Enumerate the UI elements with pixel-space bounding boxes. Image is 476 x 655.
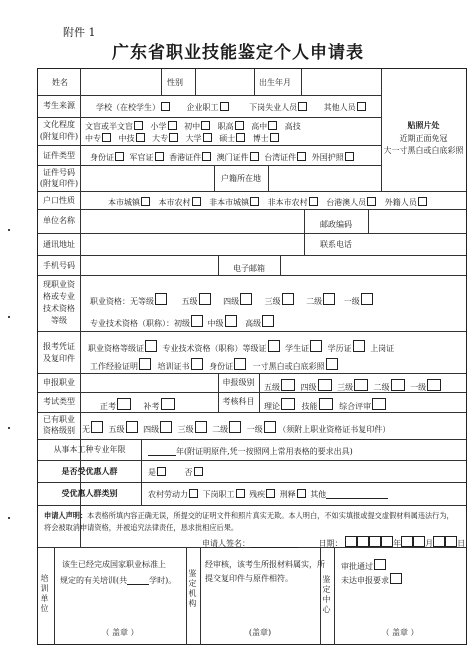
proof-options-row1: 职业资格等级证 专业技术资格（职称）等级证 学生证 学历证 上岗证 <box>88 340 394 353</box>
group-label: 受优惠人群类别 <box>61 488 118 498</box>
phone-label: 联系电话 <box>320 240 352 249</box>
hours-input[interactable] <box>127 575 149 585</box>
birth-label: 出生年月 <box>259 78 291 87</box>
exam-subject-options: 理论 技能 综合评审 <box>264 398 386 411</box>
exam-type-options: 正考 补考 <box>100 398 175 411</box>
photo-note: 大一寸黑白或白底彩照 <box>383 146 464 155</box>
margin-mark <box>8 427 10 429</box>
email-label: 电子邮箱 <box>233 264 265 273</box>
source-label: 考生来源 <box>43 101 75 110</box>
apply-level-label: 申报级别 <box>222 378 255 387</box>
checkbox[interactable] <box>298 102 307 111</box>
name-label: 姓名 <box>52 78 68 87</box>
postcode-label: 邮政编码 <box>320 220 352 229</box>
edu-options-row1: 文盲或半文盲 小学 初中 职高 高中 高技 <box>85 122 301 131</box>
institution-text2: 提交复印件与原件相符。 <box>205 574 293 583</box>
edu-options-row2: 中专 中技 大专 大学 硕士 博士 <box>85 133 279 143</box>
margin-mark <box>8 229 10 231</box>
edu-label: 文化程度 <box>43 120 75 129</box>
training-seal: （ 盖章 ） <box>101 628 139 637</box>
gender-label: 性别 <box>167 78 183 87</box>
exam-type-label: 考试类型 <box>43 397 75 406</box>
years-label: 从事本工种专业年限 <box>53 445 126 454</box>
checkbox[interactable] <box>357 102 366 111</box>
proof-label: 报考凭证 <box>43 342 75 351</box>
group-options: 农村劳动力 下岗职工 残疾 刑释 其他 <box>148 489 388 499</box>
photo-title: 贴照片处 <box>407 120 440 130</box>
application-form: 姓名 性别 出生年月 贴照片处 近期正面免冠 大一寸黑白或白底彩照 考生来源 学校（在校学生） 企业职工 下岗失业人员 其他人员 文化程度 (附复印件) 文盲或半文盲 小学 初中 职高 高中 高技 中专 中技 大专 大学 硕士 博士 证件类型 身份证 军官证 香港证件 澳门证件 台湾证件 外国护照 证件号码 (附复印件) 户籍所在地 户口性质 本市城镇 本市农村 非本市城镇 非本市农村 台港澳人员 外籍人员 单位名称 邮政编码 通讯地址 联系电话 手机号码 电子邮箱 现职业资 格或专业 技术资格 等级 职业资格：无等级 五级 四级 三级 二级 一级 专业技术资格（职称）：初级 中级 高级 报考凭证 及复印件 职业资格等级证 专业技术资格（职称）等级证 学生证 学历证 上岗证 工作经验证明 培训证书 身份证 一寸黑白或白底彩照 申报职业 申报级别 五级 四级 三级 二级 一级 考试类型 正考 补考 考核科目 理论 技能 综合评审 已有职业 资格级别 无 五级 四级 三级 二级 一级 （须附上职业资格证书复印件） 从事本工种专业年限 年(附证明原件,凭一按照网上常用表格的要求出具) 是否受优惠人群 是 否 受优惠人群类别 农村劳动力 下岗职工 残疾 刑释 其他 申请人声明：本表格所填内容正确无误，所提交的证明文件和照片真实无欺。本人明白，不如实填报或提交虚假材料属违法行为， 将会被取消申请资格，并被追究法律责任，恳求批相应后果。 申请人签名： 日期： 年 月 日 培训单位 该生已经完成国家职业标准上 规定的有关培训(共 学时)。 （ 盖章 ） 鉴定机构 经审核，该考生所报材料属实，所 提交复印件与原件相符。 (盖章) 鉴定中心 审批通过 未达申报要求 （ 盖章 ） <box>37 68 467 645</box>
institution-seal: (盖章) <box>248 628 272 637</box>
cert-label: 证件类型 <box>43 151 75 160</box>
years-field: 年(附证明原件,凭一按照网上常用表格的要求出具) <box>148 446 353 456</box>
address-label: 通讯地址 <box>43 240 75 249</box>
institution-text1: 经审核，该考生所报材料属实，所 <box>205 560 325 569</box>
margin-mark <box>8 517 10 519</box>
existing-level-options: 无 五级 四级 三级 二级 一级 （须附上职业资格证书复印件） <box>82 421 390 434</box>
exam-subject-label: 考核科目 <box>222 397 255 406</box>
source-options: 学校（在校学生） 企业职工 下岗失业人员 其他人员 <box>96 102 366 112</box>
training-unit-label: 培训单位 <box>40 574 49 614</box>
hukou-label: 户口性质 <box>43 196 75 205</box>
hukou-options: 本市城镇 本市农村 非本市城镇 非本市农村 台港澳人员 外籍人员 <box>108 197 427 207</box>
signature-input[interactable] <box>250 538 298 548</box>
apply-level-options: 五级 四级 三级 二级 一级 <box>264 379 441 392</box>
edu-label-note: (附复印件) <box>39 132 79 141</box>
form-title: 广东省职业技能鉴定个人申请表 <box>112 43 364 63</box>
proof-options-row2: 工作经验证明 培训证书 身份证 一寸黑白或白底彩照 <box>90 358 338 371</box>
center-reject: 未达申报要求 <box>341 573 402 585</box>
declaration-line2: 将会被取消申请资格，并被追究法律责任，恳求批相应后果。 <box>44 523 239 532</box>
title-options: 专业技术资格（职称）：初级 中级 高级 <box>90 315 274 328</box>
years-input[interactable] <box>148 446 176 456</box>
existing-level-label: 已有职业 <box>43 415 75 424</box>
unit-label: 单位名称 <box>43 216 75 225</box>
center-approve: 审批通过 <box>341 559 386 571</box>
current-level-label: 现职业资 <box>43 280 75 289</box>
qualification-options: 职业资格：无等级 五级 四级 三级 二级 一级 <box>90 293 373 306</box>
institution-label: 鉴定机构 <box>188 569 197 609</box>
photo-note: 近期正面免冠 <box>399 134 448 143</box>
checkbox[interactable] <box>220 102 229 111</box>
cert-no-label: 证件号码 <box>43 168 75 177</box>
cert-options: 身份证 军官证 香港证件 澳门证件 台湾证件 外国护照 <box>90 152 354 162</box>
discount-options: 是 否 <box>148 467 203 477</box>
discount-label: 是否受优惠人群 <box>61 466 118 476</box>
apply-job-label: 申报职业 <box>43 378 75 387</box>
hukou-place-label: 户籍所在地 <box>221 174 261 183</box>
declaration-line1: 申请人声明：本表格所填内容正确无误，所提交的证明文件和照片真实无欺。本人明白，不如实填报或提交虚假材料属违法行为， <box>44 511 454 520</box>
attachment-label: 附件 1 <box>63 26 96 39</box>
mobile-label: 手机号码 <box>43 261 75 270</box>
training-text: 该生已经完成国家职业标准上 <box>62 560 166 569</box>
other-input[interactable] <box>326 489 388 499</box>
center-label: 鉴定中心 <box>322 575 331 615</box>
cert-no-note: (附复印件) <box>39 179 79 188</box>
checkbox[interactable] <box>161 102 170 111</box>
signature-row: 申请人签名： 日期： 年 月 日 <box>202 536 465 548</box>
margin-mark <box>8 316 10 318</box>
training-hours: 规定的有关培训(共 学时)。 <box>60 576 177 585</box>
center-seal: （ 盖章 ） <box>381 628 419 637</box>
